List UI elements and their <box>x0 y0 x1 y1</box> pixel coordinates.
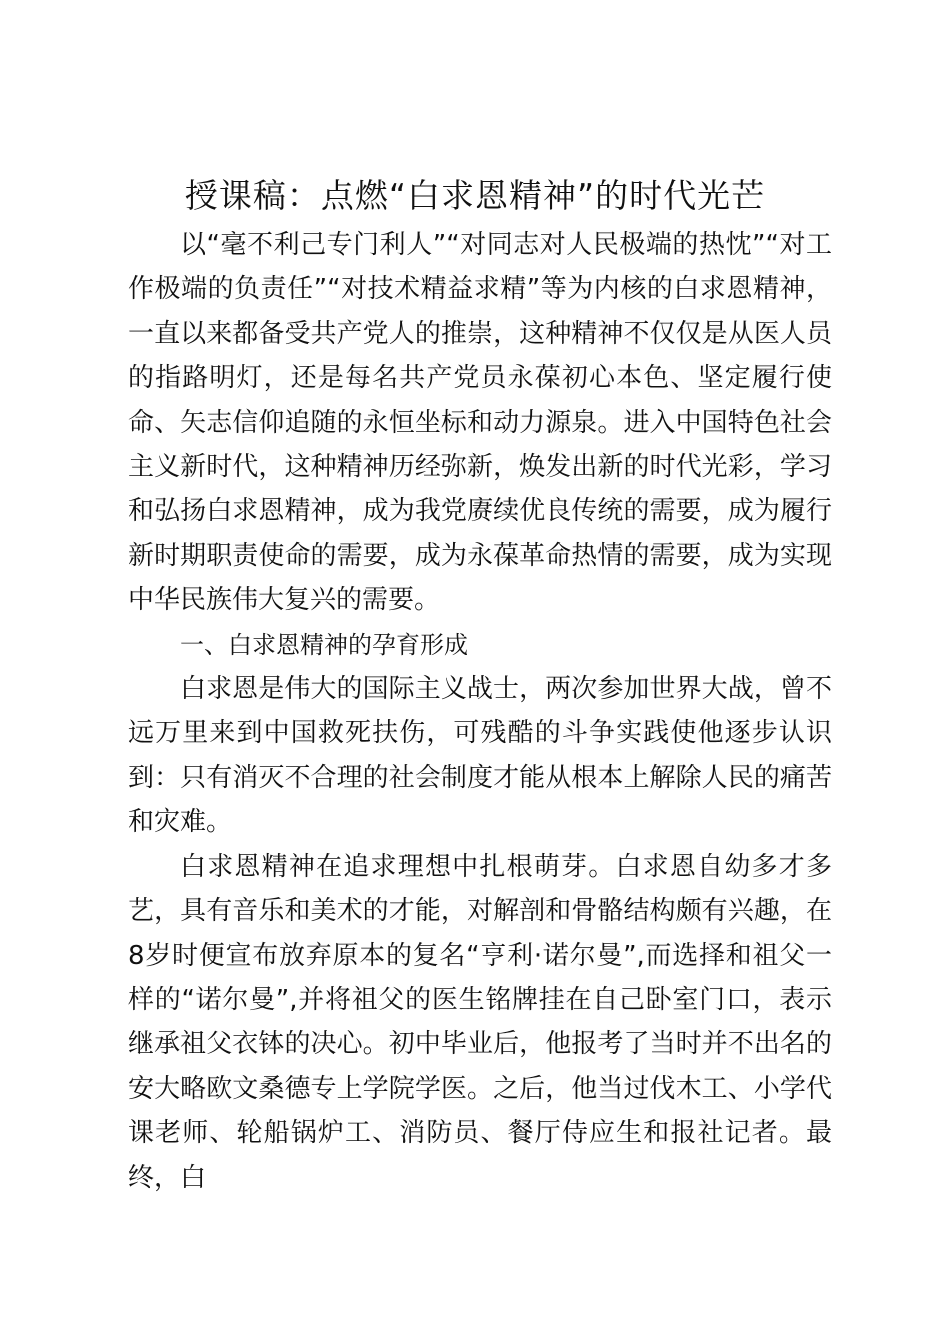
document-title: 授课稿：点燃“白求恩精神”的时代光芒 <box>184 176 766 215</box>
paragraph-intro: 以“毫不利己专门利人”“对同志对人民极端的热忱”“对工作极端的负责任”“对技术精益求精”等为内核的白求恩精神，一直以来都备受共产党人的推崇，这种精神不仅仅是从医人员的指路明灯，还是每名共产党员永葆初心本色、坚定履行使命、矢志信仰追随的永恒坐标和动力源泉。进入中国特色社会主义新时代，这种精神历经弥新，焕发出新的时代光彩，学习和弘扬白求恩精神，成为我党赓续优良传统的需要，成为履行新时期职责使命的需要，成为永葆革命热情的需要，成为实现中华民族伟大复兴的需要。 <box>128 230 832 616</box>
paragraph-bethune-early-life: 白求恩精神在追求理想中扎根萌芽。白求恩自幼多才多艺，具有音乐和美术的才能，对解剖和骨骼结构颇有兴趣，在8岁时便宣布放弃原本的复名“亨利·诺尔曼”,而选择和祖父一样的“诺尔曼”,并将祖父的医生铭牌挂在自己卧室门口，表示继承祖父衣钵的决心。初中毕业后，他报考了当时并不出名的安大略欧文桑德专上学院学医。之后，他当过伐木工、小学代课老师、轮船锅炉工、消防员、餐厅侍应生和报社记者。最终，白 <box>128 851 832 1193</box>
section-heading-1: 一、白求恩精神的孕育形成 <box>180 630 468 659</box>
document-body <box>128 223 832 1200</box>
paragraph-bethune-intro: 白求恩是伟大的国际主义战士，两次参加世界大战，曾不远万里来到中国救死扶伤，可残酷的斗争实践使他逐步认识到：只有消灭不合理的社会制度才能从根本上解除人民的痛苦和灾难。 <box>128 674 832 838</box>
